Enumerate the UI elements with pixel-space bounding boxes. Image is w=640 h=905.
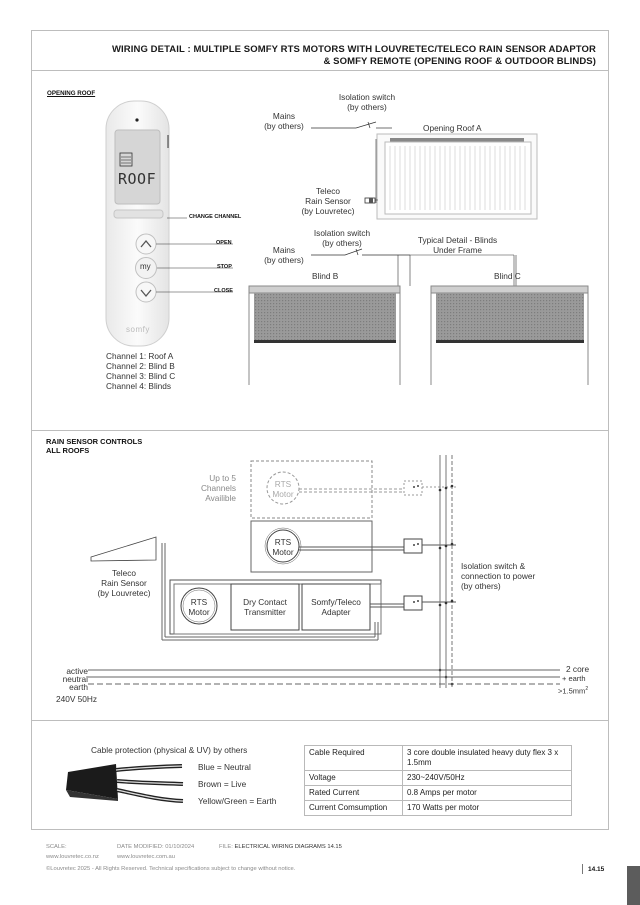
wire-active-label: active bbox=[66, 666, 88, 676]
title-line-1: WIRING DETAIL : MULTIPLE SOMFY RTS MOTORS WITH LOUVRETEC/TELECO RAIN SENSOR ADAPTOR bbox=[111, 44, 596, 55]
somfy-remote bbox=[106, 101, 233, 346]
footer-date: DATE MODIFIED: 01/10/2024 bbox=[117, 844, 195, 850]
footer-scale: SCALE: bbox=[46, 844, 67, 850]
teleco-sensor-label: Teleco Rain Sensor (by Louvretec) bbox=[301, 186, 355, 216]
typical-detail-label: Typical Detail - Blinds Under Frame bbox=[417, 235, 498, 255]
stop-label: STOP bbox=[217, 264, 232, 270]
spec-value: 3 core double insulated heavy duty flex 3 x 1.5mm bbox=[403, 746, 572, 771]
remote-my-button[interactable]: my bbox=[140, 262, 151, 271]
isolation-switch-mid-label: Isolation switch (by others) bbox=[313, 228, 371, 248]
remote-display-text: ROOF bbox=[118, 170, 157, 188]
dry-contact-label: Dry Contact Transmitter bbox=[243, 597, 287, 617]
rain-sensor-title-1: RAIN SENSOR CONTROLS bbox=[46, 437, 143, 446]
rts-motor-dashed-label: RTS Motor bbox=[272, 479, 294, 499]
footer-site-nz[interactable]: www.louvretec.co.nz bbox=[46, 854, 99, 860]
blind-c-label: Blind C bbox=[494, 271, 521, 281]
somfy-logo: somfy bbox=[126, 325, 150, 334]
open-label: OPEN bbox=[216, 240, 232, 246]
page-tab bbox=[627, 866, 640, 905]
opening-roof-a-label: Opening Roof A bbox=[423, 123, 482, 133]
channel-1: Channel 1: Roof A bbox=[106, 351, 174, 361]
mains-mid-label: Mains (by others) bbox=[264, 245, 304, 265]
adapter-label: Somfy/Teleco Adapter bbox=[311, 597, 361, 617]
rain-sensor-section-title bbox=[46, 437, 142, 455]
mains-top-label: Mains (by others) bbox=[264, 111, 304, 131]
table-row bbox=[305, 786, 572, 801]
brown-live-label: Brown = Live bbox=[198, 779, 247, 789]
cable-illustration bbox=[66, 764, 183, 801]
footer-separator bbox=[582, 864, 583, 874]
up-to-5-channels-label: Up to 5 Channels Availible bbox=[200, 473, 236, 503]
table-row bbox=[305, 801, 572, 816]
footer-file-label: FILE: bbox=[219, 844, 233, 850]
rain-sensor-teleco-label: Teleco Rain Sensor (by Louvretec) bbox=[97, 568, 151, 598]
spec-value: 230~240V/50Hz bbox=[403, 771, 572, 786]
channel-3: Channel 3: Blind C bbox=[106, 371, 176, 381]
channel-2: Channel 2: Blind B bbox=[106, 361, 175, 371]
cable-size-value: >1.5mm bbox=[558, 686, 586, 696]
yellow-green-earth-label: Yellow/Green = Earth bbox=[198, 796, 277, 806]
cable-size-sup: 2 bbox=[585, 686, 589, 692]
rts-motor-main-label: RTS Motor bbox=[188, 597, 210, 617]
blind-b-label: Blind B bbox=[312, 271, 339, 281]
wire-neutral-label: neutral bbox=[62, 674, 88, 684]
spec-key: Cable Required bbox=[305, 746, 403, 771]
spec-value: 0.8 Amps per motor bbox=[403, 786, 572, 801]
cable-earth-label: + earth bbox=[562, 674, 586, 683]
cable-core-label: 2 core bbox=[566, 664, 590, 674]
page-number: 14.15 bbox=[588, 866, 605, 873]
footer-file bbox=[219, 844, 342, 850]
spec-key: Voltage bbox=[305, 771, 403, 786]
supply-label: 240V 50Hz bbox=[56, 694, 98, 704]
isolation-switch-top-label: Isolation switch (by others) bbox=[338, 92, 396, 112]
cable-size-label bbox=[558, 684, 588, 697]
spec-key: Current Comsumption bbox=[305, 801, 403, 816]
change-channel-label: CHANGE CHANNEL bbox=[189, 214, 242, 220]
table-row bbox=[305, 746, 572, 771]
channel-4: Channel 4: Blinds bbox=[106, 381, 172, 391]
opening-roof-section-label: OPENING ROOF bbox=[47, 90, 96, 97]
channel-list bbox=[106, 351, 175, 391]
cable-protection-title: Cable protection (physical & UV) by others bbox=[91, 745, 248, 755]
rain-sensor-title-2: ALL ROOFS bbox=[46, 446, 90, 455]
cable-spec-table bbox=[304, 745, 572, 816]
table-row bbox=[305, 771, 572, 786]
footer-site-au[interactable]: www.louvretec.com.au bbox=[117, 854, 175, 860]
close-label: CLOSE bbox=[214, 288, 233, 294]
footer-copyright: ©Louvretec 2025 - All Rights Reserved. Technical specifications subject to change without notice. bbox=[46, 866, 296, 872]
blue-neutral-label: Blue = Neutral bbox=[198, 762, 251, 772]
spec-value: 170 Watts per motor bbox=[403, 801, 572, 816]
title-line-2: & SOMFY REMOTE (OPENING ROOF & OUTDOOR BLINDS) bbox=[323, 56, 596, 67]
blinds-detail bbox=[249, 249, 588, 385]
spec-key: Rated Current bbox=[305, 786, 403, 801]
footer-file-value: ELECTRICAL WIRING DIAGRAMS 14.15 bbox=[234, 844, 342, 850]
rts-motor-label: RTS Motor bbox=[272, 537, 294, 557]
isolation-power-label: Isolation switch & connection to power (by others) bbox=[461, 561, 536, 591]
wire-earth-label: earth bbox=[69, 682, 88, 692]
